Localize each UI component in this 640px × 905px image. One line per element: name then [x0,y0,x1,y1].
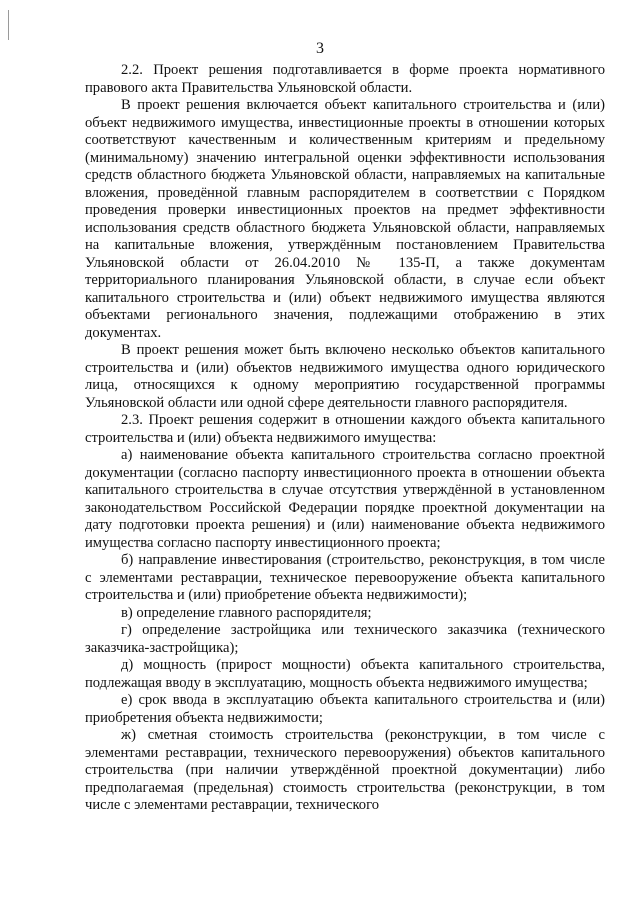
page-number: 3 [316,40,324,57]
paragraph-multiple-objects: В проект решения может быть включено несколько объектов капитального строительства и (или) объектов недвижимого имущества одного юридического лица, относящихся к одному мероприятию государственной программы Ульяновской области или одной сфере деятельности главного распорядителя. [85,342,605,411]
paragraph-inclusion: В проект решения включается объект капитального строительства и (или) объект недвижимого имущества, инвестиционные проекты в отношении которых соответствуют качественным и количественным критериям и предельному (минимальному) значению интегральной оценки эффективности использования средств областного бюджета Ульяновской области, направляемых на капитальные вложения, проведённой главным распорядителем в соответствии с Порядком проведения проверки инвестиционных проектов на предмет эффективности использования средств областного бюджета Ульяновской области, направляемых на капитальные вложения, утверждённым постановлением Правительства Ульяновской области от 26.04.2010 № 135-П, а также документам территориального планирования Ульяновской области, в случае если объект капитального строительства и (или) объект недвижимого имущества являются объектами регионального значения, подлежащими отображению в этих документах. [85,97,605,341]
list-item-zh: ж) сметная стоимость строительства (реконструкции, в том числе с элементами реставрации, технического перевооружения) объектов капитального строительства (при наличии утверждённой проектной документации) либо предполагаемая (предельная) стоимость строительства (реконструкции, в том числе с элементами реставрации, технического [85,727,605,813]
list-item-v: в) определение главного распорядителя; [121,604,372,621]
list-item-d: д) мощность (прирост мощности) объекта капитального строительства, подлежащая вводу в эксплуатацию, мощность объекта недвижимого имущества; [85,657,605,691]
scan-margin-mark [8,10,9,40]
list-item-b: б) направление инвестирования (строительство, реконструкция, в том числе с элементами реставрации, техническое перевооружение объекта капитального строительства и (или) приобретение объекта недвижимости); [85,552,605,603]
paragraph-2-2: 2.2. Проект решения подготавливается в форме проекта нормативного правового акта Правительства Ульяновской области. [85,62,605,96]
list-item-g: г) определение застройщика или технического заказчика (технического заказчика-застройщика); [85,622,605,656]
document-body [85,62,605,815]
list-item-a: а) наименование объекта капитального строительства согласно проектной документации (согласно паспорту инвестиционного проекта в отношении объекта капитального строительства в случае отсутствия утверждённой в установленном законодательством Российской Федерации порядке проектной документации на дату подготовки проекта решения) и (или) наименование объекта недвижимого имущества согласно паспорту инвестиционного проекта; [85,447,605,551]
paragraph-2-3: 2.3. Проект решения содержит в отношении каждого объекта капитального строительства и (или) объекта недвижимого имущества: [85,412,605,446]
list-item-e: е) срок ввода в эксплуатацию объекта капитального строительства и (или) приобретения объекта недвижимости; [85,692,605,726]
